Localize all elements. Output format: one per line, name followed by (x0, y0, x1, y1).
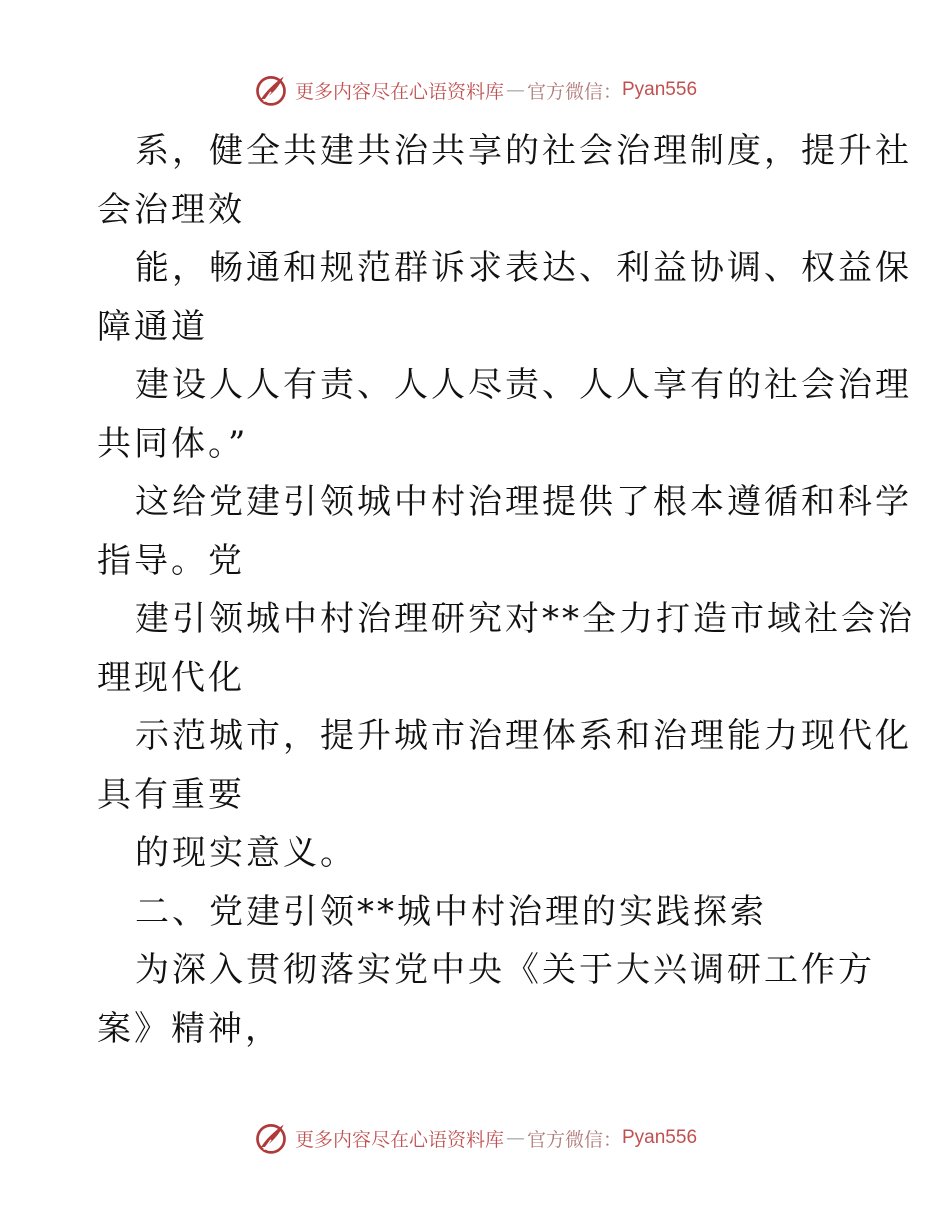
paragraph (97, 473, 912, 590)
header-banner (0, 70, 950, 110)
banner-wechat-label: 官方微信： (526, 80, 622, 103)
paragraph-line: 示范城市，提升城市治理体系和治理能力现代化 (135, 716, 912, 756)
quill-pen-logo-icon (253, 72, 289, 108)
paragraph-line: 为深入贯彻落实党中央《关于大兴调研工作方 (135, 950, 875, 990)
banner-wechat-label: 官方微信： (526, 1128, 622, 1151)
banner-wechat-id: Pyan556 (622, 1127, 698, 1148)
section-heading (97, 883, 857, 942)
paragraph-line: 共同体。” (97, 423, 249, 464)
banner-separator: — (505, 79, 525, 101)
paragraph (97, 590, 915, 707)
banner-title: 更多内容尽在心语资料库 (294, 1128, 504, 1151)
paragraph (97, 122, 912, 239)
quill-pen-logo-icon (253, 1120, 289, 1156)
section-heading-text: 二、党建引领**城中村治理的实践探索 (135, 891, 767, 932)
paragraph-line: 这给党建引领城中村治理提供了根本遵循和科学 (135, 482, 912, 522)
footer-banner (0, 1118, 950, 1158)
paragraph-line: 理现代化 (97, 657, 245, 698)
paragraph-line: 指导。党 (97, 540, 245, 581)
paragraph (97, 356, 912, 473)
paragraph (97, 824, 857, 883)
paragraph-line: 的现实意义。 (135, 833, 357, 873)
paragraph-line: 会治理效 (97, 189, 245, 230)
banner-title: 更多内容尽在心语资料库 (294, 80, 504, 103)
document-body (97, 122, 915, 1058)
paragraph-line: 能，畅通和规范群诉求表达、利益协调、权益保 (135, 248, 912, 288)
paragraph (97, 941, 875, 1058)
paragraph (97, 239, 912, 356)
paragraph-line: 建设人人有责、人人尽责、人人享有的社会治理 (135, 365, 912, 405)
paragraph-line: 系，健全共建共治共享的社会治理制度，提升社 (135, 131, 912, 171)
paragraph-line: 案》精神， (97, 1008, 282, 1049)
paragraph (97, 707, 912, 824)
banner-wechat-id: Pyan556 (622, 79, 698, 100)
banner-separator: — (505, 1127, 525, 1149)
paragraph-line: 建引领城中村治理研究对**全力打造市域社会治 (135, 599, 915, 639)
paragraph-line: 具有重要 (97, 774, 245, 815)
paragraph-line: 障通道 (97, 306, 208, 347)
